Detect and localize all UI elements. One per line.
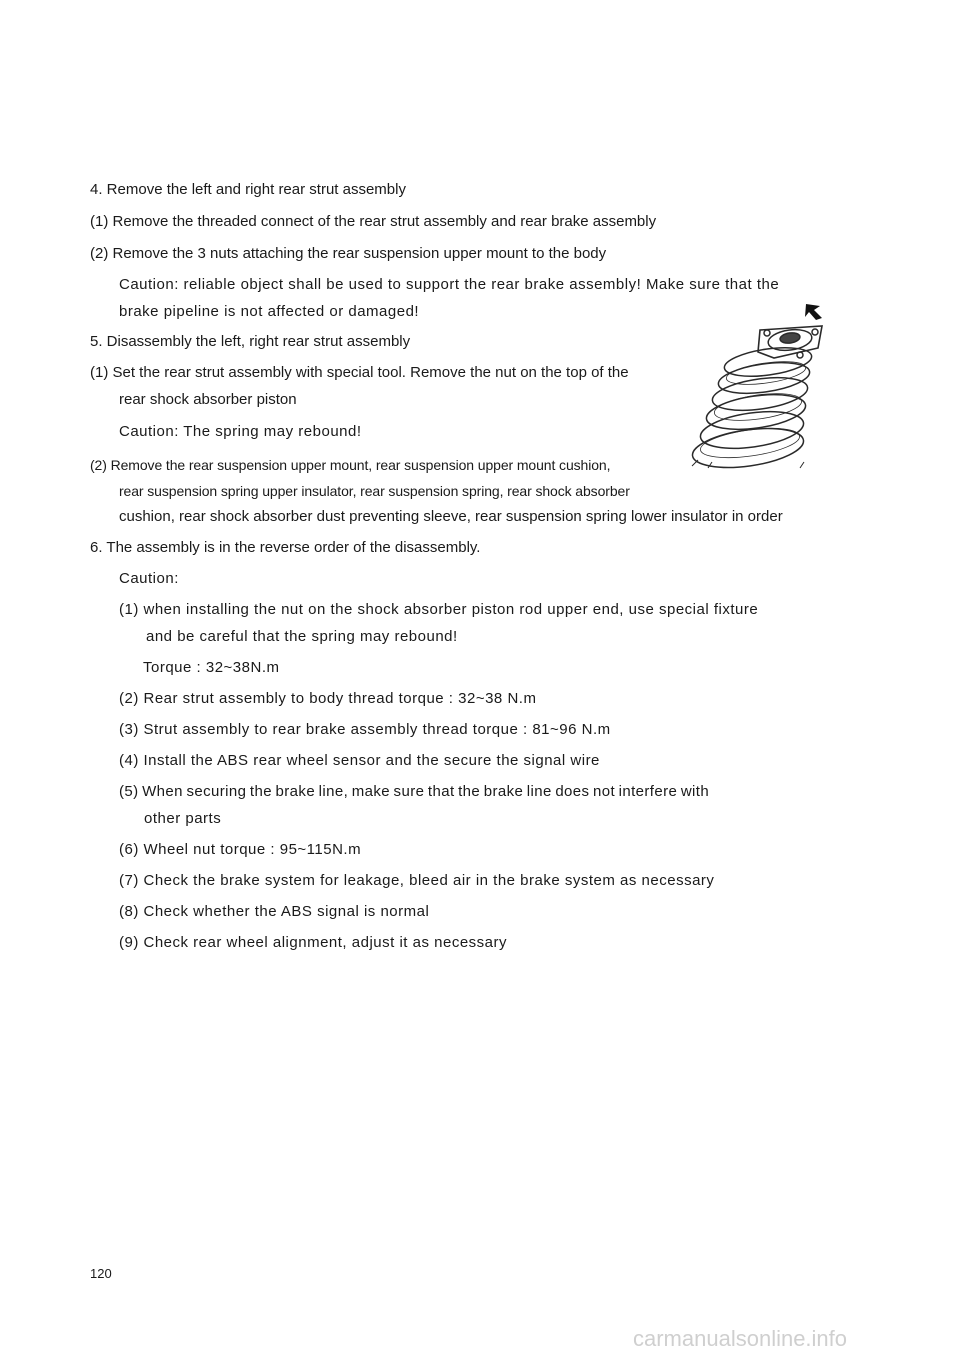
- caution-3-item-7: (7) Check the brake system for leakage, bleed air in the brake system as necessary: [119, 872, 715, 889]
- step-5-1-line-2: rear shock absorber piston: [119, 391, 297, 408]
- caution-1-line-2: brake pipeline is not affected or damaged!: [119, 303, 420, 320]
- caution-3-item-2: (2) Rear strut assembly to body thread torque : 32~38 N.m: [119, 690, 537, 707]
- step-5-heading: 5. Disassembly the left, right rear strut assembly: [90, 333, 411, 350]
- caution-3-item-4: (4) Install the ABS rear wheel sensor and the secure the signal wire: [119, 752, 600, 769]
- step-5-1-line-1: (1) Set the rear strut assembly with special tool. Remove the nut on the top of the: [90, 364, 629, 381]
- caution-3-item-8: (8) Check whether the ABS signal is normal: [119, 903, 430, 920]
- caution-3-heading: Caution:: [119, 570, 179, 587]
- step-4-2: (2) Remove the 3 nuts attaching the rear suspension upper mount to the body: [90, 245, 607, 262]
- watermark: carmanualsonline.info: [633, 1326, 848, 1351]
- caution-3-item-6: (6) Wheel nut torque : 95~115N.m: [119, 841, 362, 858]
- caution-3-item-5-line-1: (5) When securing the brake line, make sure that the brake line does not interfere with: [119, 783, 710, 800]
- step-6-heading: 6. The assembly is in the reverse order of the disassembly.: [90, 539, 481, 556]
- step-5-2-line-2: rear suspension spring upper insulator, rear suspension spring, rear shock absorber: [119, 483, 630, 499]
- step-5-2-line-1: (2) Remove the rear suspension upper mount, rear suspension upper mount cushion,: [90, 457, 611, 473]
- caution-1-line-1: Caution: reliable object shall be used to support the rear brake assembly! Make sure that the: [119, 276, 780, 293]
- step-5-2-line-3: cushion, rear shock absorber dust preventing sleeve, rear suspension spring lower insulator in order: [119, 508, 783, 525]
- caution-2: Caution: The spring may rebound!: [119, 423, 362, 440]
- step-4-1: (1) Remove the threaded connect of the rear strut assembly and rear brake assembly: [90, 213, 657, 230]
- coil-spring-icon: [688, 300, 824, 470]
- caution-3-item-5-line-2: other parts: [144, 810, 222, 827]
- caution-3-item-3: (3) Strut assembly to rear brake assembly thread torque : 81~96 N.m: [119, 721, 611, 738]
- caution-3-item-9: (9) Check rear wheel alignment, adjust it as necessary: [119, 934, 507, 951]
- step-4-heading: 4. Remove the left and right rear strut assembly: [90, 181, 406, 198]
- page-number: 120: [90, 1266, 112, 1281]
- caution-3-item-1-line-1: (1) when installing the nut on the shock absorber piston rod upper end, use special fixture: [119, 601, 759, 618]
- torque-spec: Torque : 32~38N.m: [143, 659, 280, 676]
- caution-3-item-1-line-2: and be careful that the spring may rebound!: [146, 628, 458, 645]
